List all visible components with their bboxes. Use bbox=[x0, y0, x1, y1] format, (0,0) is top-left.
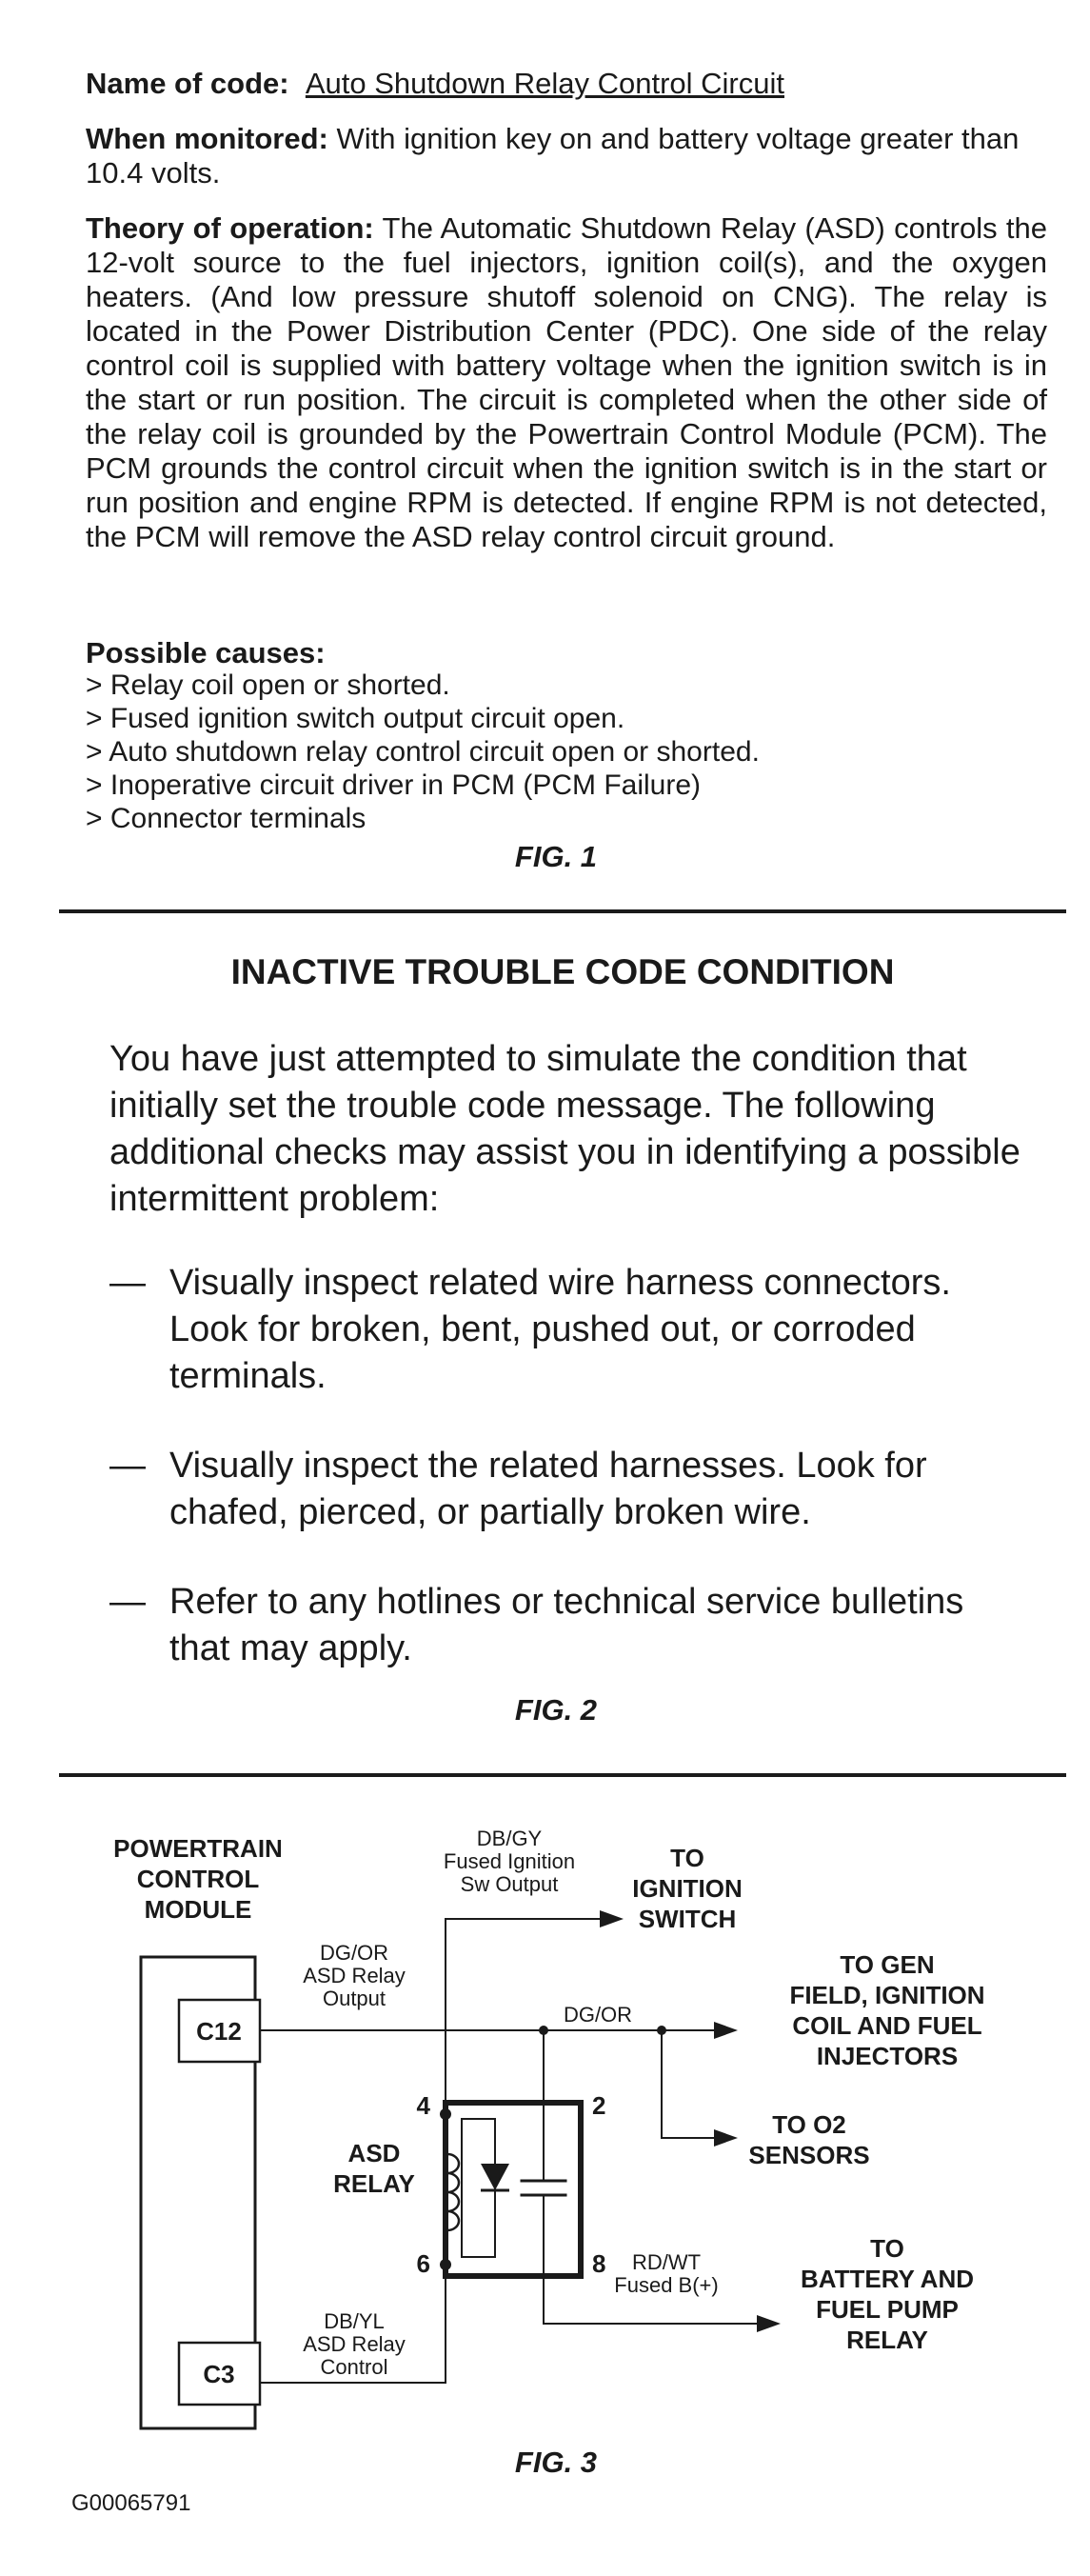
to-ignition-3: SWITCH bbox=[638, 1905, 737, 1933]
wire-dbgy-1: DB/GY bbox=[476, 1827, 543, 1850]
term-2: 2 bbox=[592, 2091, 606, 2120]
to-ignition-2: IGNITION bbox=[632, 1874, 743, 1903]
fig1-caption: FIG. 1 bbox=[514, 840, 598, 873]
name-label: Name of code: bbox=[86, 67, 289, 100]
arrow-gen bbox=[714, 2022, 738, 2039]
asd-relay-box bbox=[446, 2103, 581, 2276]
to-o2-2: SENSORS bbox=[748, 2141, 870, 2169]
wire-dbyl-2: ASD Relay bbox=[303, 2332, 406, 2356]
to-gen-2: FIELD, IGNITION bbox=[789, 1981, 985, 2009]
wire-dgor-left-2: ASD Relay bbox=[303, 1964, 406, 1987]
to-ignition-1: TO bbox=[670, 1844, 704, 1872]
term-8: 8 bbox=[592, 2249, 606, 2278]
term-6: 6 bbox=[416, 2249, 430, 2278]
cause-item: > Fused ignition switch output circuit open. bbox=[86, 703, 625, 734]
to-battery-4: RELAY bbox=[846, 2326, 928, 2354]
cause-item: > Auto shutdown relay control circuit open or shorted. bbox=[86, 736, 760, 768]
wire-rdwt-1: RD/WT bbox=[631, 2250, 702, 2274]
cause-item: > Inoperative circuit driver in PCM (PCM Failure) bbox=[86, 769, 702, 801]
cause-item: > Connector terminals bbox=[86, 803, 367, 834]
bullet-dash: — bbox=[109, 1446, 146, 1486]
wire-dgor-right: DG/OR bbox=[563, 2003, 633, 2027]
to-gen-1: TO GEN bbox=[840, 1950, 935, 1979]
inactive-heading: INACTIVE TROUBLE CODE CONDITION bbox=[230, 952, 895, 991]
inactive-intro: You have just attempted to simulate the condition that initially set the trouble code message. The following additional checks may assist you in identifying a possible intermittent problem: bbox=[109, 1039, 1021, 1219]
wire-dgor-left-3: Output bbox=[322, 1987, 386, 2010]
arrow-battery bbox=[757, 2315, 781, 2332]
fig3-caption: FIG. 3 bbox=[514, 2446, 598, 2479]
wire-dgor-left-1: DG/OR bbox=[319, 1941, 389, 1965]
bullet-dash: — bbox=[109, 1263, 146, 1303]
pcm-label-3: MODULE bbox=[144, 1895, 252, 1924]
theory-value: The Automatic Shutdown Relay (ASD) controls the 12-volt source to the fuel injectors, ignition coil(s), and the oxygen heaters. (And low pressure shutoff solenoid on CNG). The relay is located in the Power Distribution Center (PDC). One side of the relay control coil is supplied with battery voltage when the ignition switch is in the start or run position. The circuit is completed when the other side of the relay coil is grounded by the Powertrain Control Module (PCM). The PCM grounds the control circuit when the ignition switch is in the start or run position and engine RPM is detected. If engine RPM is not detected, the PCM will remove the ASD relay control circuit ground. bbox=[86, 211, 1048, 553]
check-item: Refer to any hotlines or technical service bulletins that may apply. bbox=[169, 1582, 964, 1668]
fig2-caption: FIG. 2 bbox=[514, 1693, 598, 1727]
monitored-value: With ignition key on and battery voltage greater than 10.4 volts. bbox=[86, 122, 1020, 190]
relay-coil bbox=[447, 2154, 459, 2230]
relay-label-2: RELAY bbox=[333, 2169, 415, 2198]
name-value: Auto Shutdown Relay Control Circuit bbox=[305, 67, 784, 100]
relay-label-1: ASD bbox=[347, 2139, 401, 2167]
to-battery-2: BATTERY AND bbox=[801, 2265, 974, 2293]
wire-dbyl-3: Control bbox=[320, 2355, 388, 2379]
to-gen-4: INJECTORS bbox=[816, 2042, 959, 2070]
wire-dbyl-1: DB/YL bbox=[324, 2309, 385, 2333]
arrow-ignition bbox=[600, 1910, 624, 1927]
arrow-o2 bbox=[714, 2129, 738, 2147]
cause-item: > Relay coil open or shorted. bbox=[86, 669, 450, 701]
pcm-label-1: POWERTRAIN bbox=[113, 1834, 283, 1863]
check-item: Visually inspect related wire harness connectors. Look for broken, bent, pushed out, or corroded terminals. bbox=[169, 1263, 951, 1396]
document-id: G00065791 bbox=[71, 2490, 191, 2516]
to-o2-1: TO O2 bbox=[772, 2110, 846, 2139]
theory-label: Theory of operation: bbox=[86, 211, 374, 245]
relay-diode bbox=[481, 2164, 509, 2190]
wire-rdwt-2: Fused B(+) bbox=[614, 2273, 719, 2297]
to-battery-3: FUEL PUMP bbox=[816, 2295, 959, 2324]
monitored-label: When monitored: bbox=[86, 122, 328, 155]
pcm-label-2: CONTROL bbox=[136, 1865, 260, 1893]
to-battery-1: TO bbox=[870, 2234, 904, 2263]
wire-dbgy-2: Fused Ignition bbox=[443, 1849, 576, 1873]
check-item: Visually inspect the related harnesses. Look for chafed, pierced, or partially broken wire. bbox=[169, 1446, 927, 1532]
wire-dbgy-3: Sw Output bbox=[460, 1872, 559, 1896]
to-gen-3: COIL AND FUEL bbox=[792, 2011, 982, 2040]
bullet-dash: — bbox=[109, 1582, 146, 1622]
pin-c12: C12 bbox=[196, 2017, 242, 2046]
term-4: 4 bbox=[416, 2091, 430, 2120]
pin-c3: C3 bbox=[203, 2360, 235, 2388]
causes-label: Possible causes: bbox=[86, 636, 326, 669]
